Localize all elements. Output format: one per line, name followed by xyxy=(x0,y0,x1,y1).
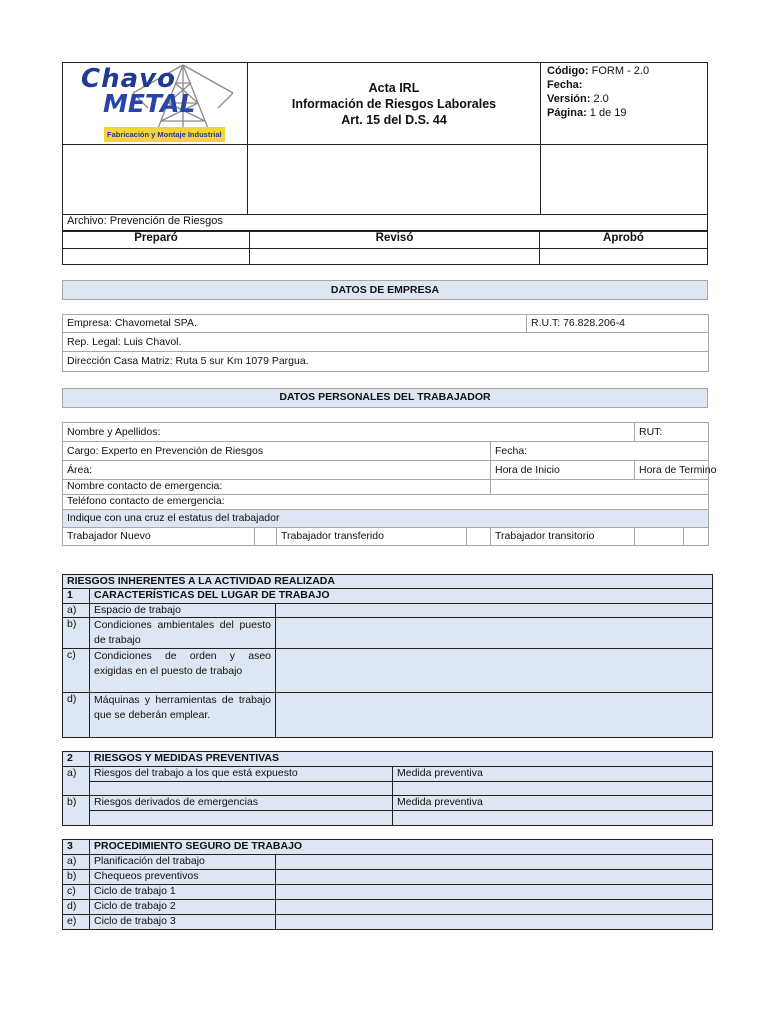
hora-inicio-field[interactable]: Hora de Inicio xyxy=(491,461,635,480)
s3-item-d-letter: d) xyxy=(63,900,90,915)
logo-cell xyxy=(63,63,248,145)
s2-item-b-riesgo-value[interactable] xyxy=(90,811,393,826)
riesgos-s1-table xyxy=(62,574,713,738)
s3-item-e-letter: e) xyxy=(63,915,90,930)
nombre-field[interactable]: Nombre y Apellidos: xyxy=(63,423,635,442)
s2-item-b-medida: Medida preventiva xyxy=(393,796,713,811)
s2-item-a-riesgo-value[interactable] xyxy=(90,782,393,796)
s1-item-d-value[interactable] xyxy=(276,693,713,738)
s3-title: PROCEDIMIENTO SEGURO DE TRABAJO xyxy=(90,840,713,855)
approvals-table xyxy=(62,231,708,265)
header-blank-2 xyxy=(248,145,541,215)
s1-item-c-text: Condiciones de orden y aseo exigidas en el puesto de trabajo xyxy=(90,649,276,693)
s2-num: 2 xyxy=(63,752,90,767)
s1-item-d-text: Máquinas y herramientas de trabajo que se deberán emplear. xyxy=(90,693,276,738)
s2-item-a-medida-value[interactable] xyxy=(393,782,713,796)
s3-item-e-text: Ciclo de trabajo 3 xyxy=(90,915,276,930)
rut-field[interactable]: RUT: xyxy=(635,423,709,442)
trabajador-section-title: DATOS PERSONALES DEL TRABAJADOR xyxy=(62,388,708,408)
s3-item-c-letter: c) xyxy=(63,885,90,900)
s1-item-d-letter: d) xyxy=(63,693,90,738)
codigo-value: FORM - 2.0 xyxy=(591,65,650,77)
header-blank-3 xyxy=(541,145,708,215)
rep-legal: Rep. Legal: Luis Chavol. xyxy=(63,333,709,352)
indique-estatus: Indique con una cruz el estatus del trabajador xyxy=(63,510,709,528)
s3-item-a-letter: a) xyxy=(63,855,90,870)
s3-item-c-value[interactable] xyxy=(276,885,713,900)
contacto-nombre-value[interactable] xyxy=(491,480,709,495)
s3-item-b-value[interactable] xyxy=(276,870,713,885)
s3-item-c-text: Ciclo de trabajo 1 xyxy=(90,885,276,900)
reviewed-signature[interactable] xyxy=(250,249,540,265)
estatus-transitorio-checkbox[interactable] xyxy=(635,528,709,546)
area-field[interactable]: Área: xyxy=(63,461,491,480)
empresa-name: Empresa: Chavometal SPA. xyxy=(63,315,527,333)
codigo-label: Código: xyxy=(547,65,589,77)
doc-title-line-3: Art. 15 del D.S. 44 xyxy=(341,112,447,127)
direccion: Dirección Casa Matriz: Ruta 5 sur Km 1079 Pargua. xyxy=(63,352,709,372)
pagina-label: Página: xyxy=(547,107,587,119)
logo-metal: METAL xyxy=(103,89,196,118)
contacto-telefono-field[interactable]: Teléfono contacto de emergencia: xyxy=(63,495,709,510)
hora-termino-field[interactable]: Hora de Termino xyxy=(635,461,709,480)
s2-item-a-riesgo: Riesgos del trabajo a los que está expuesto xyxy=(90,767,393,782)
archivo-cell: Archivo: Prevención de Riesgos xyxy=(63,215,708,231)
s2-title: RIESGOS Y MEDIDAS PREVENTIVAS xyxy=(90,752,713,767)
empresa-section-title: DATOS DE EMPRESA xyxy=(62,280,708,300)
s1-item-a-letter: a) xyxy=(63,604,90,618)
empresa-table xyxy=(62,314,709,372)
s2-item-a-medida: Medida preventiva xyxy=(393,767,713,782)
company-logo xyxy=(63,63,248,144)
approved-header: Aprobó xyxy=(540,232,708,249)
s1-item-c-value[interactable] xyxy=(276,649,713,693)
header-table xyxy=(62,62,708,231)
prepared-signature[interactable] xyxy=(63,249,250,265)
s3-item-a-value[interactable] xyxy=(276,855,713,870)
s3-item-d-text: Ciclo de trabajo 2 xyxy=(90,900,276,915)
s1-title: CARACTERÍSTICAS DEL LUGAR DE TRABAJO xyxy=(90,589,713,604)
s1-item-b-letter: b) xyxy=(63,618,90,649)
s2-item-a-letter: a) xyxy=(63,767,90,796)
fecha-label: Fecha: xyxy=(547,79,583,91)
doc-title-cell xyxy=(248,63,541,145)
s2-item-b-riesgo: Riesgos derivados de emergencias xyxy=(90,796,393,811)
s1-item-a-value[interactable] xyxy=(276,604,713,618)
s1-item-c-letter: c) xyxy=(63,649,90,693)
cargo-field: Cargo: Experto en Prevención de Riesgos xyxy=(63,442,491,461)
estatus-transferido-checkbox[interactable] xyxy=(467,528,491,546)
s3-item-b-text: Chequeos preventivos xyxy=(90,870,276,885)
s1-item-a-text: Espacio de trabajo xyxy=(90,604,276,618)
header-blank-1 xyxy=(63,145,248,215)
s3-item-b-letter: b) xyxy=(63,870,90,885)
estatus-nuevo-label: Trabajador Nuevo xyxy=(63,528,255,546)
version-value: 2.0 xyxy=(593,93,609,105)
s3-item-a-text: Planificación del trabajo xyxy=(90,855,276,870)
s3-num: 3 xyxy=(63,840,90,855)
prepared-header: Preparó xyxy=(63,232,250,249)
estatus-transferido-label: Trabajador transferido xyxy=(277,528,467,546)
doc-title-line-1: Acta IRL xyxy=(368,80,420,95)
doc-title-line-2: Información de Riesgos Laborales xyxy=(291,96,497,111)
s2-item-b-medida-value[interactable] xyxy=(393,811,713,826)
s1-num: 1 xyxy=(63,589,90,604)
contacto-nombre-field[interactable]: Nombre contacto de emergencia: xyxy=(63,480,491,495)
version-label: Versión: xyxy=(547,93,591,105)
logo-chavo: Chavo xyxy=(81,64,176,94)
riesgos-title: RIESGOS INHERENTES A LA ACTIVIDAD REALIZADA xyxy=(63,575,713,589)
estatus-nuevo-checkbox[interactable] xyxy=(255,528,277,546)
approved-signature[interactable] xyxy=(540,249,708,265)
fecha-field[interactable]: Fecha: xyxy=(491,442,709,461)
logo-tagline: Fabricación y Montaje Industrial xyxy=(104,127,225,142)
riesgos-s3-table xyxy=(62,839,713,930)
s3-item-e-value[interactable] xyxy=(276,915,713,930)
s1-item-b-value[interactable] xyxy=(276,618,713,649)
riesgos-s2-table xyxy=(62,751,713,826)
reviewed-header: Revisó xyxy=(250,232,540,249)
estatus-transitorio-label: Trabajador transitorio xyxy=(491,528,635,546)
s1-item-b-text: Condiciones ambientales del puesto de trabajo xyxy=(90,618,276,649)
trabajador-table xyxy=(62,422,717,546)
pagina-value: 1 de 19 xyxy=(589,107,627,119)
s3-item-d-value[interactable] xyxy=(276,900,713,915)
s2-item-b-letter: b) xyxy=(63,796,90,826)
doc-meta-cell xyxy=(541,63,708,145)
empresa-rut: R.U.T: 76.828.206-4 xyxy=(527,315,709,333)
